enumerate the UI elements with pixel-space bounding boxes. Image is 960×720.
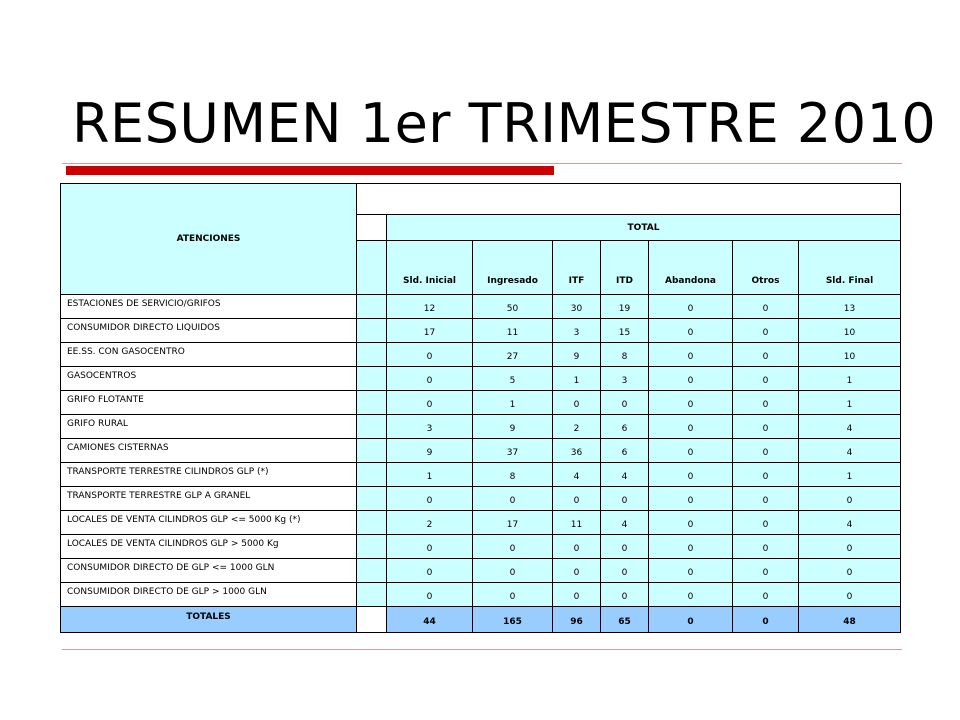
value-cell: 0	[473, 583, 553, 607]
column-header: Ingresado	[473, 241, 553, 295]
column-header: Otros	[733, 241, 799, 295]
value-cell: 0	[387, 535, 473, 559]
value-cell: 0	[733, 343, 799, 367]
row-label: GASOCENTROS	[61, 367, 357, 391]
row-label: CONSUMIDOR DIRECTO DE GLP <= 1000 GLN	[61, 559, 357, 583]
column-header: ITF	[553, 241, 601, 295]
total-value-cell: 44	[387, 607, 473, 633]
title-accent-bar	[66, 166, 554, 175]
spacer-cell	[357, 343, 387, 367]
atenciones-header: ATENCIONES	[61, 184, 357, 295]
spacer-cell	[357, 583, 387, 607]
value-cell: 1	[799, 367, 901, 391]
total-value-cell: 165	[473, 607, 553, 633]
blank-header-cell	[357, 184, 901, 215]
value-cell: 0	[387, 487, 473, 511]
value-cell: 0	[733, 391, 799, 415]
row-label: GRIFO RURAL	[61, 415, 357, 439]
row-label: TRANSPORTE TERRESTRE CILINDROS GLP (*)	[61, 463, 357, 487]
value-cell: 4	[553, 463, 601, 487]
value-cell: 1	[799, 391, 901, 415]
value-cell: 12	[387, 295, 473, 319]
value-cell: 50	[473, 295, 553, 319]
row-label: CAMIONES CISTERNAS	[61, 439, 357, 463]
value-cell: 4	[799, 439, 901, 463]
column-header: Sld. Final	[799, 241, 901, 295]
value-cell: 0	[553, 559, 601, 583]
value-cell: 8	[473, 463, 553, 487]
value-cell: 1	[473, 391, 553, 415]
value-cell: 15	[601, 319, 649, 343]
table-row	[61, 391, 901, 415]
value-cell: 1	[553, 367, 601, 391]
row-label: ESTACIONES DE SERVICIO/GRIFOS	[61, 295, 357, 319]
value-cell: 0	[799, 535, 901, 559]
table-row	[61, 367, 901, 391]
row-label: LOCALES DE VENTA CILINDROS GLP > 5000 Kg	[61, 535, 357, 559]
table-row	[61, 559, 901, 583]
value-cell: 0	[733, 463, 799, 487]
bottom-divider-line	[62, 649, 902, 650]
spacer-cell	[357, 415, 387, 439]
value-cell: 0	[649, 583, 733, 607]
spacer-cell	[357, 295, 387, 319]
value-cell: 36	[553, 439, 601, 463]
spacer-cell	[357, 487, 387, 511]
value-cell: 17	[473, 511, 553, 535]
table-row	[61, 415, 901, 439]
value-cell: 0	[649, 367, 733, 391]
value-cell: 8	[601, 343, 649, 367]
value-cell: 0	[473, 535, 553, 559]
value-cell: 0	[733, 511, 799, 535]
spacer-cell	[357, 439, 387, 463]
value-cell: 27	[473, 343, 553, 367]
value-cell: 0	[649, 343, 733, 367]
table-row	[61, 511, 901, 535]
value-cell: 0	[387, 391, 473, 415]
spacer-cell	[357, 463, 387, 487]
totals-row	[61, 607, 901, 633]
column-header: Sld. Inicial	[387, 241, 473, 295]
value-cell: 0	[733, 439, 799, 463]
total-value-cell: 0	[649, 607, 733, 633]
value-cell: 0	[733, 319, 799, 343]
value-cell: 0	[553, 535, 601, 559]
totals-label: TOTALES	[61, 607, 357, 633]
column-header: Abandona	[649, 241, 733, 295]
summary-table	[60, 183, 901, 633]
row-label: GRIFO FLOTANTE	[61, 391, 357, 415]
total-value-cell: 0	[733, 607, 799, 633]
value-cell: 3	[387, 415, 473, 439]
value-cell: 0	[649, 487, 733, 511]
row-label: CONSUMIDOR DIRECTO LIQUIDOS	[61, 319, 357, 343]
value-cell: 0	[601, 391, 649, 415]
spacer-cell	[357, 511, 387, 535]
table-row	[61, 535, 901, 559]
row-label: LOCALES DE VENTA CILINDROS GLP <= 5000 Kg (*)	[61, 511, 357, 535]
value-cell: 0	[733, 535, 799, 559]
value-cell: 0	[799, 583, 901, 607]
value-cell: 0	[601, 535, 649, 559]
value-cell: 0	[799, 487, 901, 511]
value-cell: 37	[473, 439, 553, 463]
value-cell: 0	[649, 463, 733, 487]
value-cell: 17	[387, 319, 473, 343]
value-cell: 11	[473, 319, 553, 343]
value-cell: 0	[733, 583, 799, 607]
value-cell: 6	[601, 439, 649, 463]
value-cell: 0	[601, 583, 649, 607]
value-cell: 1	[799, 463, 901, 487]
spacer-cell	[357, 215, 387, 241]
value-cell: 3	[553, 319, 601, 343]
total-value-cell: 65	[601, 607, 649, 633]
value-cell: 0	[473, 559, 553, 583]
value-cell: 0	[387, 583, 473, 607]
value-cell: 5	[473, 367, 553, 391]
value-cell: 0	[649, 511, 733, 535]
value-cell: 10	[799, 343, 901, 367]
spacer-cell	[357, 367, 387, 391]
value-cell: 6	[601, 415, 649, 439]
value-cell: 0	[649, 439, 733, 463]
table-row	[61, 295, 901, 319]
value-cell: 4	[601, 463, 649, 487]
value-cell: 3	[601, 367, 649, 391]
value-cell: 2	[553, 415, 601, 439]
value-cell: 19	[601, 295, 649, 319]
value-cell: 0	[553, 583, 601, 607]
value-cell: 0	[733, 295, 799, 319]
value-cell: 0	[733, 559, 799, 583]
value-cell: 0	[649, 559, 733, 583]
spacer-cell	[357, 535, 387, 559]
spacer-cell	[357, 319, 387, 343]
value-cell: 2	[387, 511, 473, 535]
value-cell: 0	[649, 391, 733, 415]
value-cell: 1	[387, 463, 473, 487]
value-cell: 10	[799, 319, 901, 343]
value-cell: 0	[649, 535, 733, 559]
value-cell: 0	[387, 559, 473, 583]
column-header: ITD	[601, 241, 649, 295]
spacer-cell	[357, 559, 387, 583]
table-row	[61, 487, 901, 511]
value-cell: 9	[473, 415, 553, 439]
table-row	[61, 319, 901, 343]
value-cell: 30	[553, 295, 601, 319]
value-cell: 0	[733, 487, 799, 511]
spacer-cell	[357, 241, 387, 295]
value-cell: 0	[649, 415, 733, 439]
value-cell: 0	[799, 559, 901, 583]
table-row	[61, 583, 901, 607]
spacer-cell	[357, 391, 387, 415]
value-cell: 0	[387, 367, 473, 391]
value-cell: 9	[387, 439, 473, 463]
spacer-cell	[357, 607, 387, 633]
value-cell: 0	[733, 367, 799, 391]
value-cell: 0	[473, 487, 553, 511]
row-label: EE.SS. CON GASOCENTRO	[61, 343, 357, 367]
row-label: CONSUMIDOR DIRECTO DE GLP > 1000 GLN	[61, 583, 357, 607]
value-cell: 4	[799, 415, 901, 439]
total-header: TOTAL	[387, 215, 901, 241]
total-value-cell: 96	[553, 607, 601, 633]
value-cell: 11	[553, 511, 601, 535]
slide-title: RESUMEN 1er TRIMESTRE 2010	[72, 92, 937, 155]
value-cell: 0	[601, 559, 649, 583]
value-cell: 0	[387, 343, 473, 367]
table-row	[61, 463, 901, 487]
value-cell: 0	[553, 487, 601, 511]
table-row	[61, 343, 901, 367]
table-row	[61, 439, 901, 463]
value-cell: 4	[601, 511, 649, 535]
value-cell: 4	[799, 511, 901, 535]
value-cell: 0	[649, 295, 733, 319]
value-cell: 0	[649, 319, 733, 343]
value-cell: 0	[601, 487, 649, 511]
value-cell: 13	[799, 295, 901, 319]
title-divider-line	[62, 163, 902, 164]
value-cell: 9	[553, 343, 601, 367]
value-cell: 0	[733, 415, 799, 439]
value-cell: 0	[553, 391, 601, 415]
total-value-cell: 48	[799, 607, 901, 633]
row-label: TRANSPORTE TERRESTRE GLP A GRANEL	[61, 487, 357, 511]
